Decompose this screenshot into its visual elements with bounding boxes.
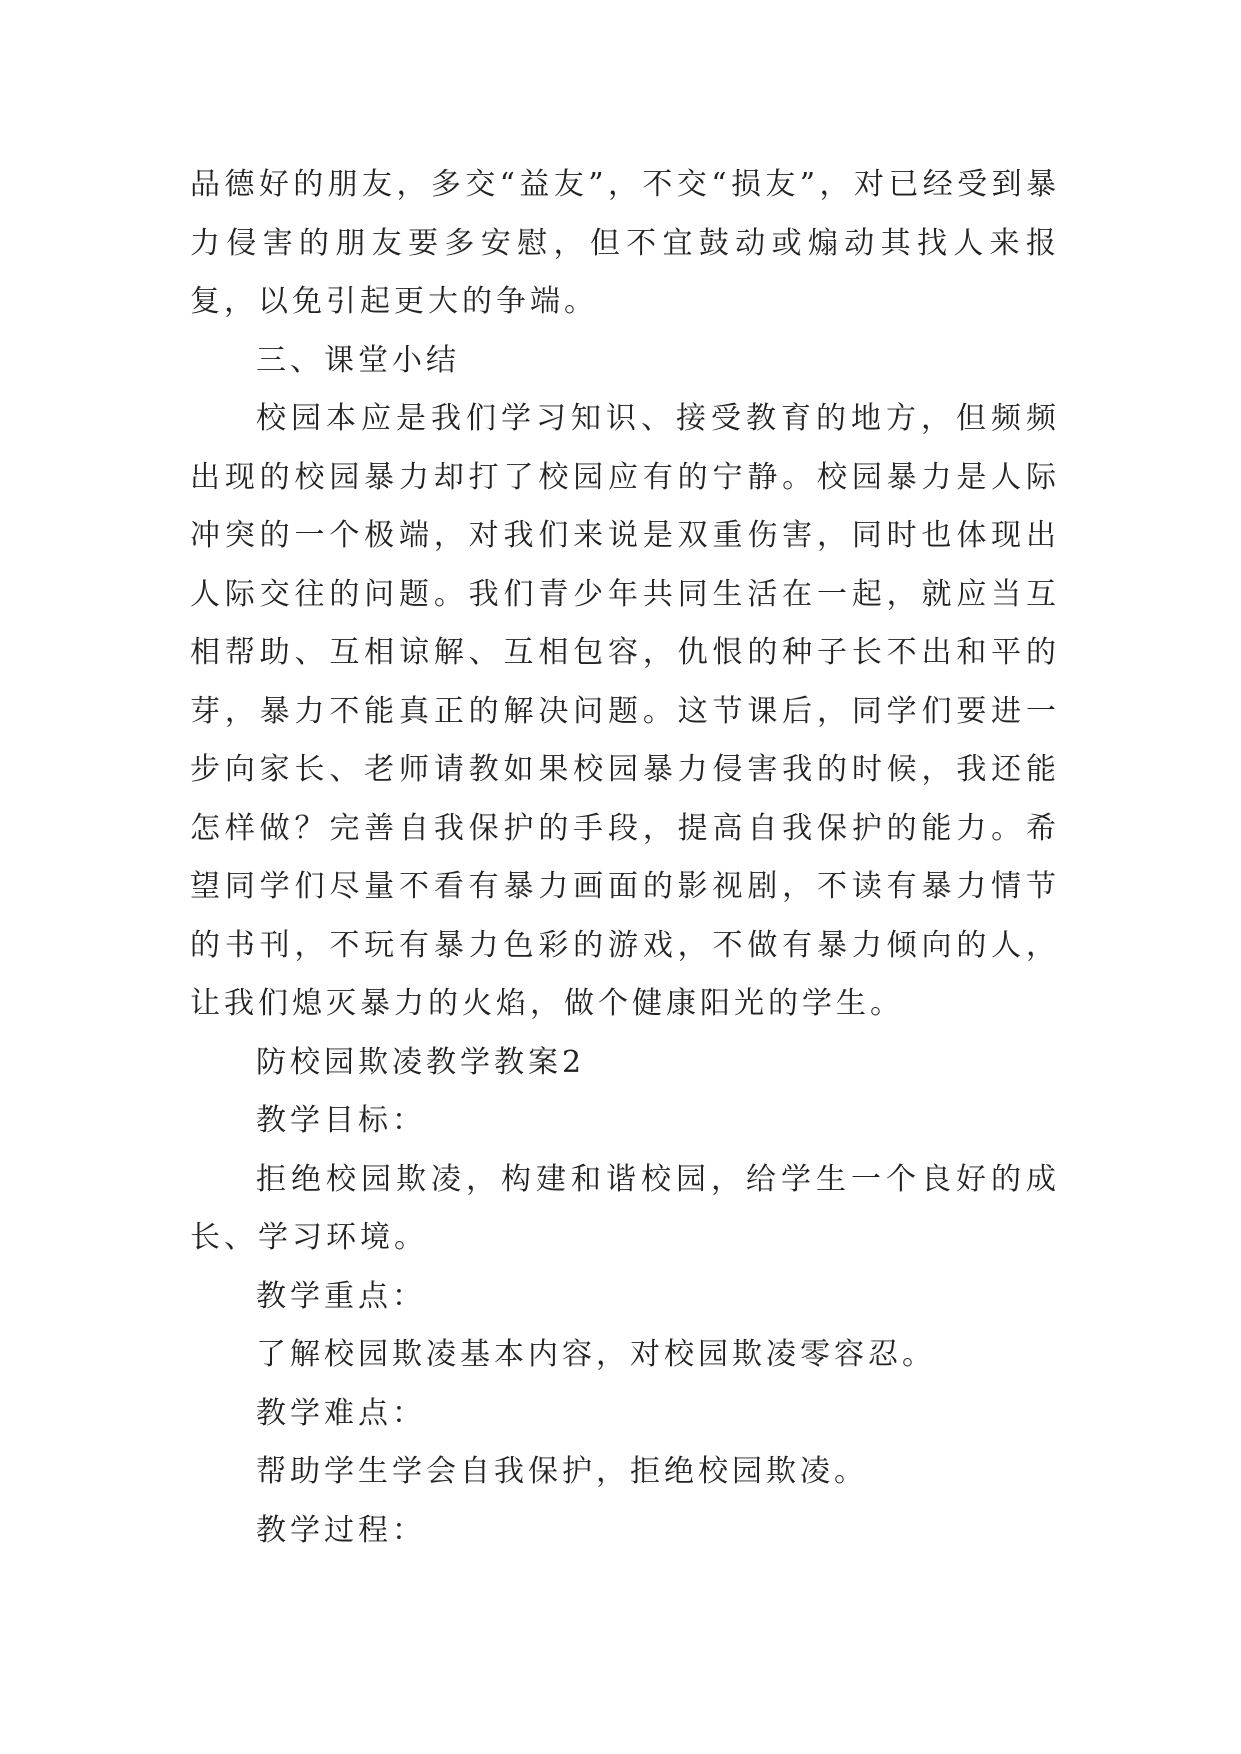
paragraph-teaching-goals: 拒绝校园欺凌，构建和谐校园，给学生一个良好的成长、学习环境。 (190, 1161, 1060, 1255)
heading-teaching-process: 教学过程： (256, 1512, 426, 1548)
section-heading-class-summary: 三、课堂小结 (256, 342, 460, 378)
paragraph-continuation: 品德好的朋友，多交“益友”，不交“损友”，对已经受到暴力侵害的朋友要多安慰，但不宜鼓动或煽动其找人来报复，以免引起更大的争端。 (190, 167, 1060, 319)
paragraph-summary: 校园本应是我们学习知识、接受教育的地方，但频频出现的校园暴力却打了校园应有的宁静。校园暴力是人际冲突的一个极端，对我们来说是双重伤害，同时也体现出人际交往的问题。我们青少年共同生活在一起，就应当互相帮助、互相谅解、互相包容，仇恨的种子长不出和平的芽，暴力不能真正的解决问题。这节课后，同学们要进一步向家长、老师请教如果校园暴力侵害我的时候，我还能怎样做？完善自我保护的手段，提高自我保护的能力。希望同学们尽量不看有暴力画面的影视剧，不读有暴力情节的书刊，不玩有暴力色彩的游戏，不做有暴力倾向的人，让我们熄灭暴力的火焰，做个健康阳光的学生。 (190, 401, 1060, 1021)
lesson-plan-title: 防校园欺凌教学教案2 (256, 1044, 586, 1080)
paragraph-teaching-difficulty: 帮助学生学会自我保护，拒绝校园欺凌。 (256, 1454, 868, 1489)
heading-teaching-focus: 教学重点： (256, 1278, 426, 1314)
heading-teaching-goals: 教学目标： (256, 1103, 426, 1138)
document-body (190, 156, 1060, 1560)
heading-teaching-difficulty: 教学难点： (256, 1395, 426, 1431)
paragraph-teaching-focus: 了解校园欺凌基本内容，对校园欺凌零容忍。 (256, 1337, 936, 1372)
